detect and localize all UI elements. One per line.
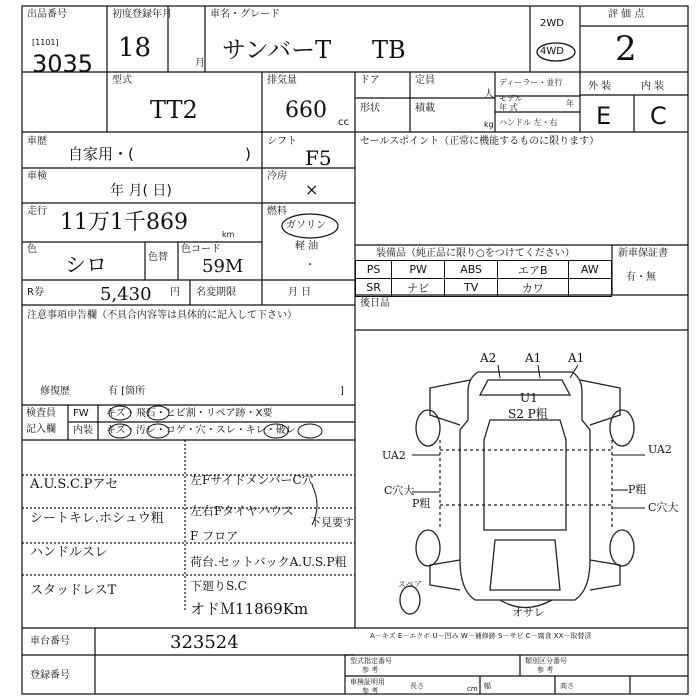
lot-code: [1101] [32,38,59,47]
model: TT2 [150,96,198,124]
repair-close: ] [340,386,344,397]
diagram-a1-left: A1 [525,351,542,365]
model-year-label2: 年 式 [499,103,518,112]
drive-2wd: 2WD [540,18,564,29]
length-label: 長さ [410,682,424,690]
class-label: 類別区分番号 [525,657,567,665]
diagram-s2p: S2 P粗 [508,407,548,421]
diagram-u1: U1 [520,391,538,405]
year-unit: 年 [566,99,574,108]
note-line-5: スタッドレスT [30,583,117,598]
exterior-grade: E [596,102,612,130]
history-label: 車歴 [27,136,47,147]
later-items-label: 後日品 [360,298,390,309]
cm-unit: cm [467,685,478,693]
equipment-table [355,260,612,297]
note-side: 下見要す [310,516,354,529]
diagram-a2: A2 [480,351,497,365]
diagram-ua2-right: UA2 [648,443,672,456]
grade: TB [372,36,406,64]
equipment-aw: AW [568,261,611,279]
lot-no-label: 出品番号 [27,9,67,20]
sales-point-label: セールスポイント（正常に機能するものに限ります） [360,136,600,147]
note-right-4: 荷台.セットバックA.U.S.P粗 [190,555,347,569]
history-close: ) [245,145,251,163]
fuel-diesel: 軽 油 [295,241,319,252]
notes-label: 注意事項申告欄（不具合内容等は具体的に記入して下さい） [27,310,297,321]
note-line-2: シートキレ.ホシュウ粗 [30,511,164,526]
ac-value: × [305,180,319,199]
note-right-2: 左右Fタイヤハウス [190,504,294,518]
inspector-entry-label: 記入欄 [26,424,56,435]
color-code-label: 色コード [181,244,221,255]
width-label: 幅 [484,682,491,690]
km-unit: km [222,230,235,239]
car-name-label: 車名・グレード [210,9,280,20]
car-name: サンバーT [222,36,332,64]
repair-value: 有 [箇所 [108,386,146,397]
first-registration-label: 初度登録年月 [112,9,172,20]
mileage-value: 11万1千869 [60,210,188,235]
capacity-label: 定員 [415,75,435,86]
month-suffix: 月 [195,58,205,69]
dealer-label: ディーラー・並行 [499,78,563,87]
equipment-ps: PS [356,261,392,279]
warranty-value: 有・無 [626,272,656,283]
ac-label: 冷房 [267,171,287,182]
yen-unit: 円 [170,287,180,298]
fuel-label: 燃料 [267,206,287,217]
cert-label: 車検証明用 [350,678,385,686]
displacement: 660 [285,98,327,123]
interior-grade: C [650,102,667,130]
kg-unit: kg [484,120,494,129]
color-code: 59M [202,256,244,277]
type-cert-label: 型式指定番号 [350,657,392,665]
repair-label: 修復歴 [40,386,70,397]
shift-value: F5 [305,146,332,170]
color-label: 色 [27,244,37,255]
exterior-label: 外 装 [588,81,612,92]
model-label: 型式 [112,75,132,86]
inspector-label: 検査員 [26,408,56,419]
inspection-value: 年 月( 日) [110,183,172,199]
door-label: ドア [360,75,380,86]
equipment-tv: TV [445,279,498,297]
history-value: 自家用・( [68,145,134,163]
lot-number: 3035 [32,50,94,78]
interior-items: キズ・汚レ・コゲ・穴・スレ・キレ・破レ [106,425,296,436]
note-line-3: ハンドルスレ [30,545,108,560]
equipment-airbag: エアB [498,261,569,279]
interior-label: 内 装 [641,81,665,92]
load-label: 積載 [415,103,435,114]
note-right-1: 左FサイドメンバーC穴 [190,473,314,487]
person-unit: 人 [484,89,494,100]
fuel-gasoline: ガソリン [286,220,326,231]
registration-year: 18 [118,33,152,63]
fuel-dot: ・ [305,260,315,271]
chassis-label: 車台番号 [30,636,70,647]
cc-unit: cc [338,117,349,128]
equipment-navi: ナビ [392,279,445,297]
diagram-spare: スペア [398,580,422,589]
diagram-p-right: P粗 [628,483,647,496]
recycle-value: 5,430 [100,284,152,305]
shape-label: 形状 [360,103,380,114]
equipment-label: 装備品（純正品に限り○をつけてください） [376,248,575,259]
equipment-abs: ABS [445,261,498,279]
diagram-c-hole-right: C穴大 [648,501,679,514]
damage-legend: A－キズ E－エクボ U－凹み W－補修跡 S－サビ C－腐食 XX－取替済 [370,632,592,640]
equipment-sr: SR [356,279,392,297]
name-change-label: 名変期限 [196,287,236,298]
recycle-label: R券 [27,287,44,298]
diagram-a1-right: A1 [568,351,585,365]
name-change-value: 月 日 [288,287,312,298]
displacement-label: 排気量 [267,75,297,86]
registration-label: 登録番号 [30,670,70,681]
inspection-label: 車検 [27,171,47,182]
note-right-6: オドＭ11869Km [190,600,309,618]
shift-label: シフト [267,136,297,147]
score-label: 評 価 点 [608,9,645,20]
color-value: シロ [65,253,107,277]
diagram-p-left: P粗 [412,497,431,510]
note-right-5: 下廻りS.C [190,579,247,593]
cert-ref: 参 考 [362,687,379,695]
score: 2 [615,29,637,69]
chassis-number: 323524 [170,632,239,653]
equipment-leather: カワ [498,279,569,297]
model-year-label: モデル [499,94,523,103]
interior-check-label: 内装 [73,425,93,436]
note-line-1: A.U.S.C.Pアセ [30,477,119,492]
mileage-label: 走行 [27,206,47,217]
diagram-ua2-left: UA2 [382,449,406,462]
fw-label: FW [73,408,89,419]
equipment-pw: PW [392,261,445,279]
drive-4wd: 4WD [540,46,564,57]
handle-label: ハンドル 左・右 [499,118,558,127]
note-right-3: F フロア [190,529,239,543]
height-label: 高さ [560,682,574,690]
equipment-empty [568,279,611,297]
diagram-c-hole-left: C穴大 [384,484,415,497]
warranty-label: 新車保証書 [618,248,668,259]
fw-items: キズ・飛石・ヒビ割・リペア跡・X要 [106,408,273,419]
class-ref: 参 考 [537,666,554,674]
type-cert-ref: 参 考 [362,666,379,674]
diagram-osare: オサレ [512,606,545,619]
repaint-label: 色替 [148,252,168,263]
